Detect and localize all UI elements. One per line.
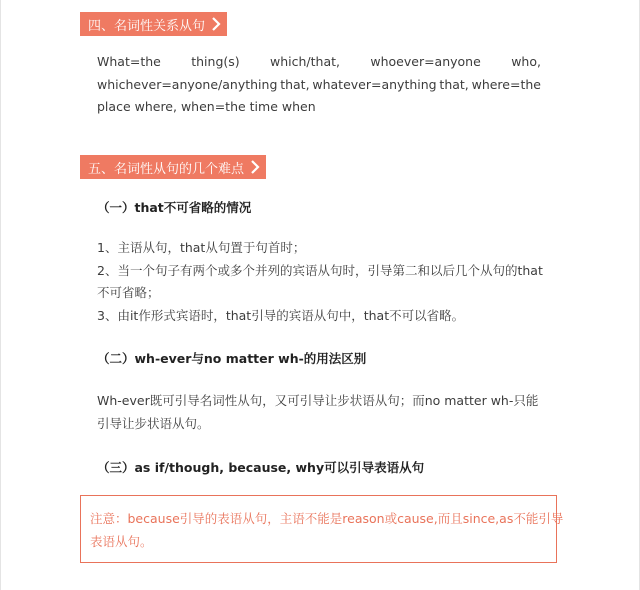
subheading-1: （一）that不可省略的情况 <box>97 200 252 215</box>
word: whoever=anyone <box>370 54 481 69</box>
list-item: 1、主语从句，that从句置于句首时； <box>97 240 306 255</box>
note-box <box>80 495 564 563</box>
subheading-2: （二）wh-ever与no matter wh-的用法区别 <box>97 351 367 366</box>
page-edge-left <box>0 0 1 590</box>
word: who, <box>511 54 541 69</box>
section-4-paragraph <box>97 51 541 119</box>
list-item: 不可省略； <box>97 285 160 300</box>
word: which/that, <box>270 54 340 69</box>
chevron-right-icon <box>211 17 221 31</box>
note-line: 注意：because引导的表语从句，主语不能是reason或cause,而且since,as不能引导 <box>90 511 564 526</box>
word: thing(s) <box>191 54 240 69</box>
paragraph-line: Wh-ever既可引导名词性从句，又可引导让步状语从句；而no matter wh-只能 <box>97 393 539 408</box>
paragraph-line <box>97 51 541 74</box>
section-5-header <box>80 155 266 179</box>
paragraph-line: place where, when=the time when <box>97 99 316 114</box>
paragraph-line <box>97 74 541 97</box>
list-item: 3、由it作形式宾语时，that引导的宾语从句中，that不可以省略。 <box>97 307 465 323</box>
word: where=the <box>471 76 541 92</box>
section-4-header <box>80 12 227 36</box>
paragraph-line: 引导让步状语从句。 <box>97 415 210 431</box>
word: What=the <box>97 54 161 69</box>
note-line: 表语从句。 <box>90 534 153 549</box>
list-item: 2、当一个句子有两个或多个并列的宾语从句时，引导第二和以后几个从句的that <box>97 262 543 278</box>
section-5-title: 五、名词性从句的几个难点 <box>88 161 245 177</box>
word: whatever=anything <box>312 76 437 92</box>
word: that, <box>280 76 310 92</box>
subheading-2-paragraph <box>97 390 557 435</box>
word: whichever=anyone/anything <box>97 76 278 92</box>
chevron-right-icon <box>250 160 260 174</box>
subheading-1-list <box>97 237 557 327</box>
subheading-3: （三）as if/though, because, why可以引导表语从句 <box>97 460 425 475</box>
section-4-title: 四、名词性关系从句 <box>88 18 206 34</box>
word: that, <box>439 76 469 92</box>
